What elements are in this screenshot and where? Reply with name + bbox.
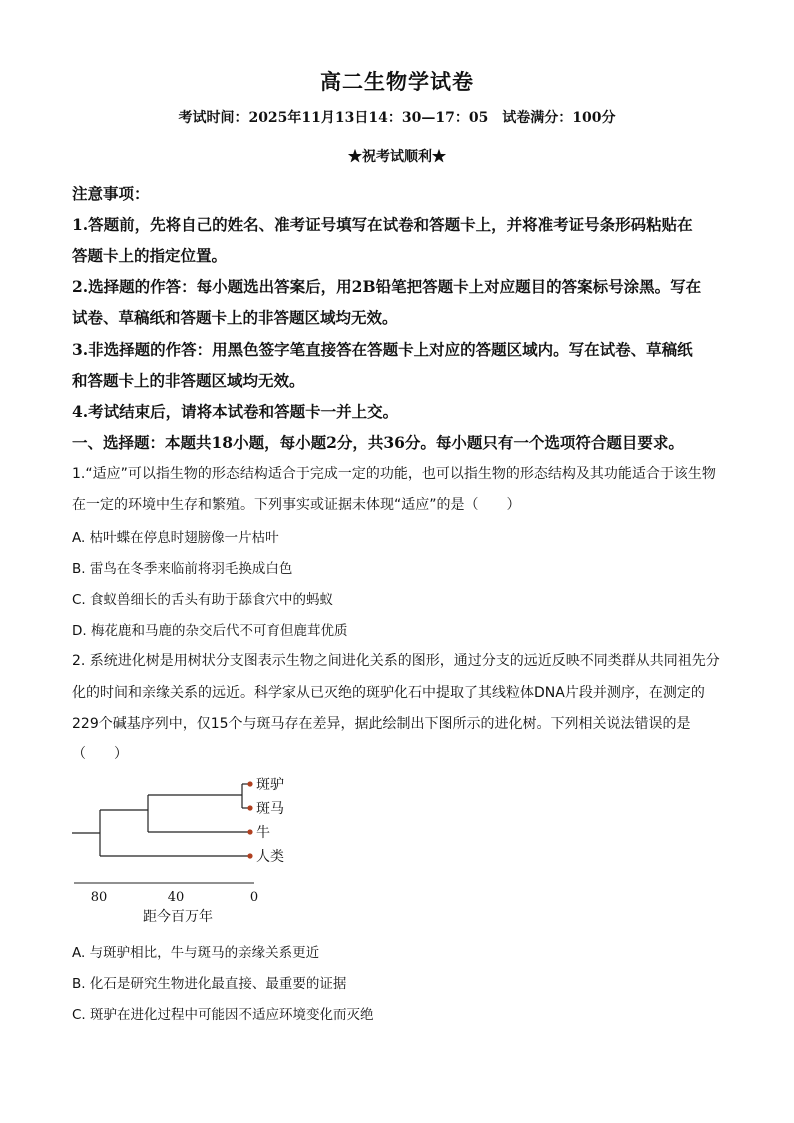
question-stem: 229个碱基序列中，仅15个与斑马存在差异，据此绘制出下图所示的进化树。下列相关说法错误的是 <box>72 716 691 732</box>
option-a: A. 与斑驴相比，牛与斑马的亲缘关系更近 <box>72 945 320 961</box>
question-stem: （ ） <box>72 746 128 762</box>
section-heading: 一、选择题：本题共18小题，每小题2分，共36分。每小题只有一个选项符合题目要求。 <box>72 433 684 452</box>
tree-tip-markers <box>247 781 252 858</box>
notes-line: 4.考试结束后，请将本试卷和答题卡一并上交。 <box>72 402 399 421</box>
tip-dot <box>247 829 252 834</box>
taxon-label: 斑马 <box>256 801 284 817</box>
option-b: B. 雷鸟在冬季来临前将羽毛换成白色 <box>72 561 293 577</box>
notes-line: 试卷、草稿纸和答题卡上的非答题区域均无效。 <box>72 308 398 327</box>
tree-branches <box>72 784 250 856</box>
notes-heading: 注意事项： <box>72 184 150 203</box>
taxon-label: 牛 <box>256 825 270 841</box>
taxon-label: 斑驴 <box>256 777 284 793</box>
axis-tick-label: 0 <box>249 890 259 905</box>
taxon-label: 人类 <box>256 849 284 865</box>
axis-tick-label: 40 <box>167 890 185 905</box>
axis-tick-label: 80 <box>90 890 108 905</box>
option-c: C. 食蚁兽细长的舌头有助于舔食穴中的蚂蚁 <box>72 592 334 608</box>
tip-dot <box>247 853 252 858</box>
notes-line: 和答题卡上的非答题区域均无效。 <box>72 371 305 390</box>
option-c: C. 斑驴在进化过程中可能因不适应环境变化而灭绝 <box>72 1007 374 1023</box>
exam-wish: ★祝考试顺利★ <box>348 149 446 165</box>
tip-dot <box>247 781 252 786</box>
notes-line: 1.答题前，先将自己的姓名、准考证号填写在试卷和答题卡上，并将准考证号条形码粘贴在 <box>72 215 693 234</box>
page-title: 高二生物学试卷 <box>320 69 474 94</box>
question-stem: 化的时间和亲缘关系的远近。科学家从已灭绝的斑驴化石中提取了其线粒体DNA片段并测序，在测定的 <box>72 685 705 701</box>
exam-meta: 考试时间：2025年11月13日14：30—17：05 试卷满分：100分 <box>178 110 616 126</box>
option-d: D. 梅花鹿和马鹿的杂交后代不可育但鹿茸优质 <box>72 623 348 639</box>
axis-label: 距今百万年 <box>143 909 213 925</box>
option-b: B. 化石是研究生物进化最直接、最重要的证据 <box>72 976 347 992</box>
question-stem: 在一定的环境中生存和繁殖。下列事实或证据未体现“适应”的是（ ） <box>72 497 521 513</box>
tip-dot <box>247 805 252 810</box>
phylogenetic-tree <box>60 770 320 930</box>
question-stem: 1.“适应”可以指生物的形态结构适合于完成一定的功能，也可以指生物的形态结构及其功能适合于该生物 <box>72 466 716 482</box>
notes-line: 2.选择题的作答：每小题选出答案后，用2B铅笔把答题卡上对应题目的答案标号涂黑。写在 <box>72 277 702 296</box>
option-a: A. 枯叶蝶在停息时翅膀像一片枯叶 <box>72 530 279 546</box>
notes-line: 答题卡上的指定位置。 <box>72 246 228 265</box>
notes-line: 3.非选择题的作答：用黑色签字笔直接答在答题卡上对应的答题区域内。写在试卷、草稿纸 <box>72 340 693 359</box>
question-stem: 2. 系统进化树是用树状分支图表示生物之间进化关系的图形，通过分支的远近反映不同类群从共同祖先分 <box>72 653 720 669</box>
